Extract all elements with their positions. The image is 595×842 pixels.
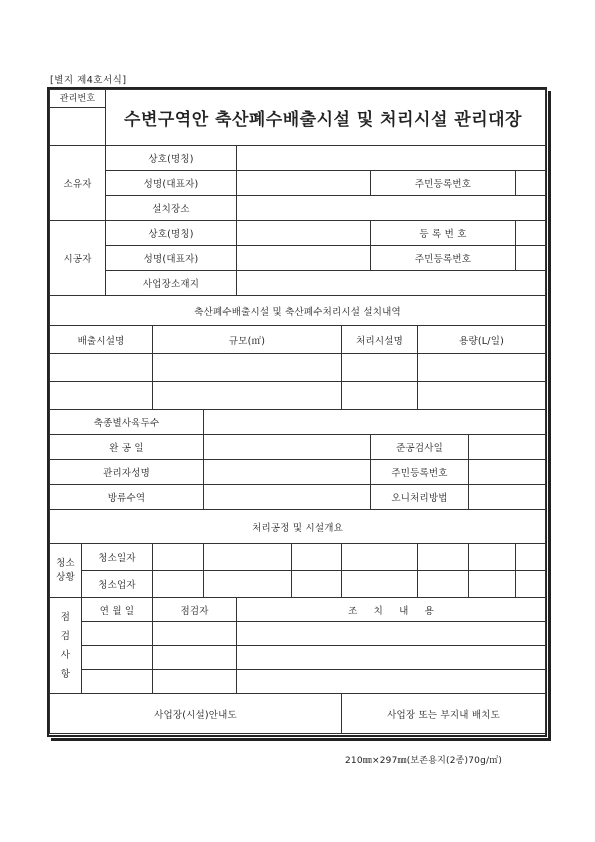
manager-name-input[interactable] [204, 460, 371, 485]
inspection-action-header: 조 치 내 용 [237, 598, 546, 622]
livestock-count-label: 축종별사육두수 [50, 410, 204, 435]
owner-name-input[interactable] [237, 171, 371, 196]
cleaning-date-label: 청소일자 [82, 544, 153, 571]
owner-resident-no-label: 주민등록번호 [371, 171, 516, 196]
inspection-cell[interactable] [237, 622, 546, 646]
cleaning-cell[interactable] [516, 544, 546, 571]
contractor-name-label: 성명(대표자) [106, 246, 237, 271]
cleaning-cell[interactable] [469, 544, 516, 571]
cleaning-cell[interactable] [153, 571, 204, 598]
cleaning-section-label [50, 544, 82, 598]
manager-resident-no-input[interactable] [469, 460, 546, 485]
page-title: 수변구역안 축산폐수배출시설 및 처리시설 관리대장 [106, 90, 546, 146]
inspection-label-char-3: 사 [60, 649, 71, 661]
cleaning-label-line1: 청소 [56, 557, 75, 569]
inspection-cell[interactable] [153, 670, 237, 694]
inspection-label-char-1: 점 [60, 611, 71, 623]
installation-cell[interactable] [418, 382, 546, 410]
inspection-cell[interactable] [82, 622, 153, 646]
paper-size-note: 210㎜×297㎜(보존용지(2종)70g/㎡) [345, 756, 503, 766]
cleaning-cell[interactable] [469, 571, 516, 598]
cleaning-cell[interactable] [204, 544, 292, 571]
contractor-address-input[interactable] [237, 271, 546, 296]
cleaning-cell[interactable] [418, 571, 469, 598]
inspection-inspector-header: 점검자 [153, 598, 237, 622]
installation-cell[interactable] [342, 382, 418, 410]
contractor-section-label: 시공자 [50, 221, 106, 296]
completion-date-label: 완 공 일 [50, 435, 204, 460]
inspection-label-char-2: 검 [60, 630, 71, 642]
contractor-address-label: 사업장소재지 [106, 271, 237, 296]
installation-section-header: 축산폐수배출시설 및 축산폐수처리시설 설치내역 [50, 296, 546, 326]
cleaning-cell[interactable] [153, 544, 204, 571]
cleaning-cell[interactable] [204, 571, 292, 598]
installation-cell[interactable] [153, 354, 342, 382]
installation-cell[interactable] [50, 354, 153, 382]
inspection-cell[interactable] [153, 646, 237, 670]
livestock-count-input[interactable] [204, 410, 546, 435]
owner-location-input[interactable] [237, 196, 546, 221]
discharge-water-label: 방류수역 [50, 485, 204, 510]
inspection-cell[interactable] [237, 670, 546, 694]
installation-cell[interactable] [418, 354, 546, 382]
site-layout-label: 사업장 또는 부지내 배치도 [342, 694, 546, 734]
installation-cell[interactable] [50, 382, 153, 410]
contractor-resident-no-input[interactable] [516, 246, 546, 271]
contractor-name-input[interactable] [237, 246, 371, 271]
col-discharge-facility: 배출시설명 [50, 326, 153, 354]
inspection-cell[interactable] [82, 646, 153, 670]
management-number-cell [50, 90, 106, 146]
col-scale: 규모(㎡) [153, 326, 342, 354]
contractor-registration-label: 등 록 번 호 [371, 221, 516, 246]
cleaning-cell[interactable] [418, 544, 469, 571]
inspection-label-char-4: 항 [60, 668, 71, 680]
sludge-method-input[interactable] [469, 485, 546, 510]
inspection-section-label [50, 598, 82, 694]
manager-name-label: 관리자성명 [50, 460, 204, 485]
management-number-input[interactable] [50, 107, 105, 144]
cleaning-cell[interactable] [342, 571, 418, 598]
owner-trade-name-input[interactable] [237, 146, 546, 171]
contractor-resident-no-label: 주민등록번호 [371, 246, 516, 271]
owner-resident-no-input[interactable] [516, 171, 546, 196]
inspection-cell[interactable] [82, 670, 153, 694]
inspection-cell[interactable] [237, 646, 546, 670]
contractor-trade-name-label: 상호(명칭) [106, 221, 237, 246]
owner-section-label: 소유자 [50, 146, 106, 221]
management-number-label: 관리번호 [59, 94, 96, 104]
cleaning-cell[interactable] [292, 571, 342, 598]
discharge-water-input[interactable] [204, 485, 371, 510]
site-guide-map-label: 사업장(시설)안내도 [50, 694, 342, 734]
owner-trade-name-label: 상호(명칭) [106, 146, 237, 171]
cleaning-label-line2: 상황 [56, 571, 75, 583]
registry-form-table [49, 89, 546, 734]
inspection-date-label: 준공검사일 [371, 435, 469, 460]
inspection-date-header: 연 월 일 [82, 598, 153, 622]
owner-name-label: 성명(대표자) [106, 171, 237, 196]
installation-cell[interactable] [153, 382, 342, 410]
cleaning-cell[interactable] [342, 544, 418, 571]
cleaning-cell[interactable] [516, 571, 546, 598]
owner-location-label: 설치장소 [106, 196, 237, 221]
cleaning-cell[interactable] [292, 544, 342, 571]
manager-resident-no-label: 주민등록번호 [371, 460, 469, 485]
inspection-cell[interactable] [153, 622, 237, 646]
contractor-registration-input[interactable] [516, 221, 546, 246]
col-capacity: 용량(L/일) [418, 326, 546, 354]
completion-date-input[interactable] [204, 435, 371, 460]
sludge-method-label: 오니처리방법 [371, 485, 469, 510]
contractor-trade-name-input[interactable] [237, 221, 371, 246]
form-number-label: [별지 제4호서식] [50, 75, 127, 86]
process-overview-header: 처리공정 및 시설개요 [50, 510, 546, 544]
col-treatment-facility: 처리시설명 [342, 326, 418, 354]
cleaning-contractor-label: 청소업자 [82, 571, 153, 598]
installation-cell[interactable] [342, 354, 418, 382]
inspection-date-input[interactable] [469, 435, 546, 460]
